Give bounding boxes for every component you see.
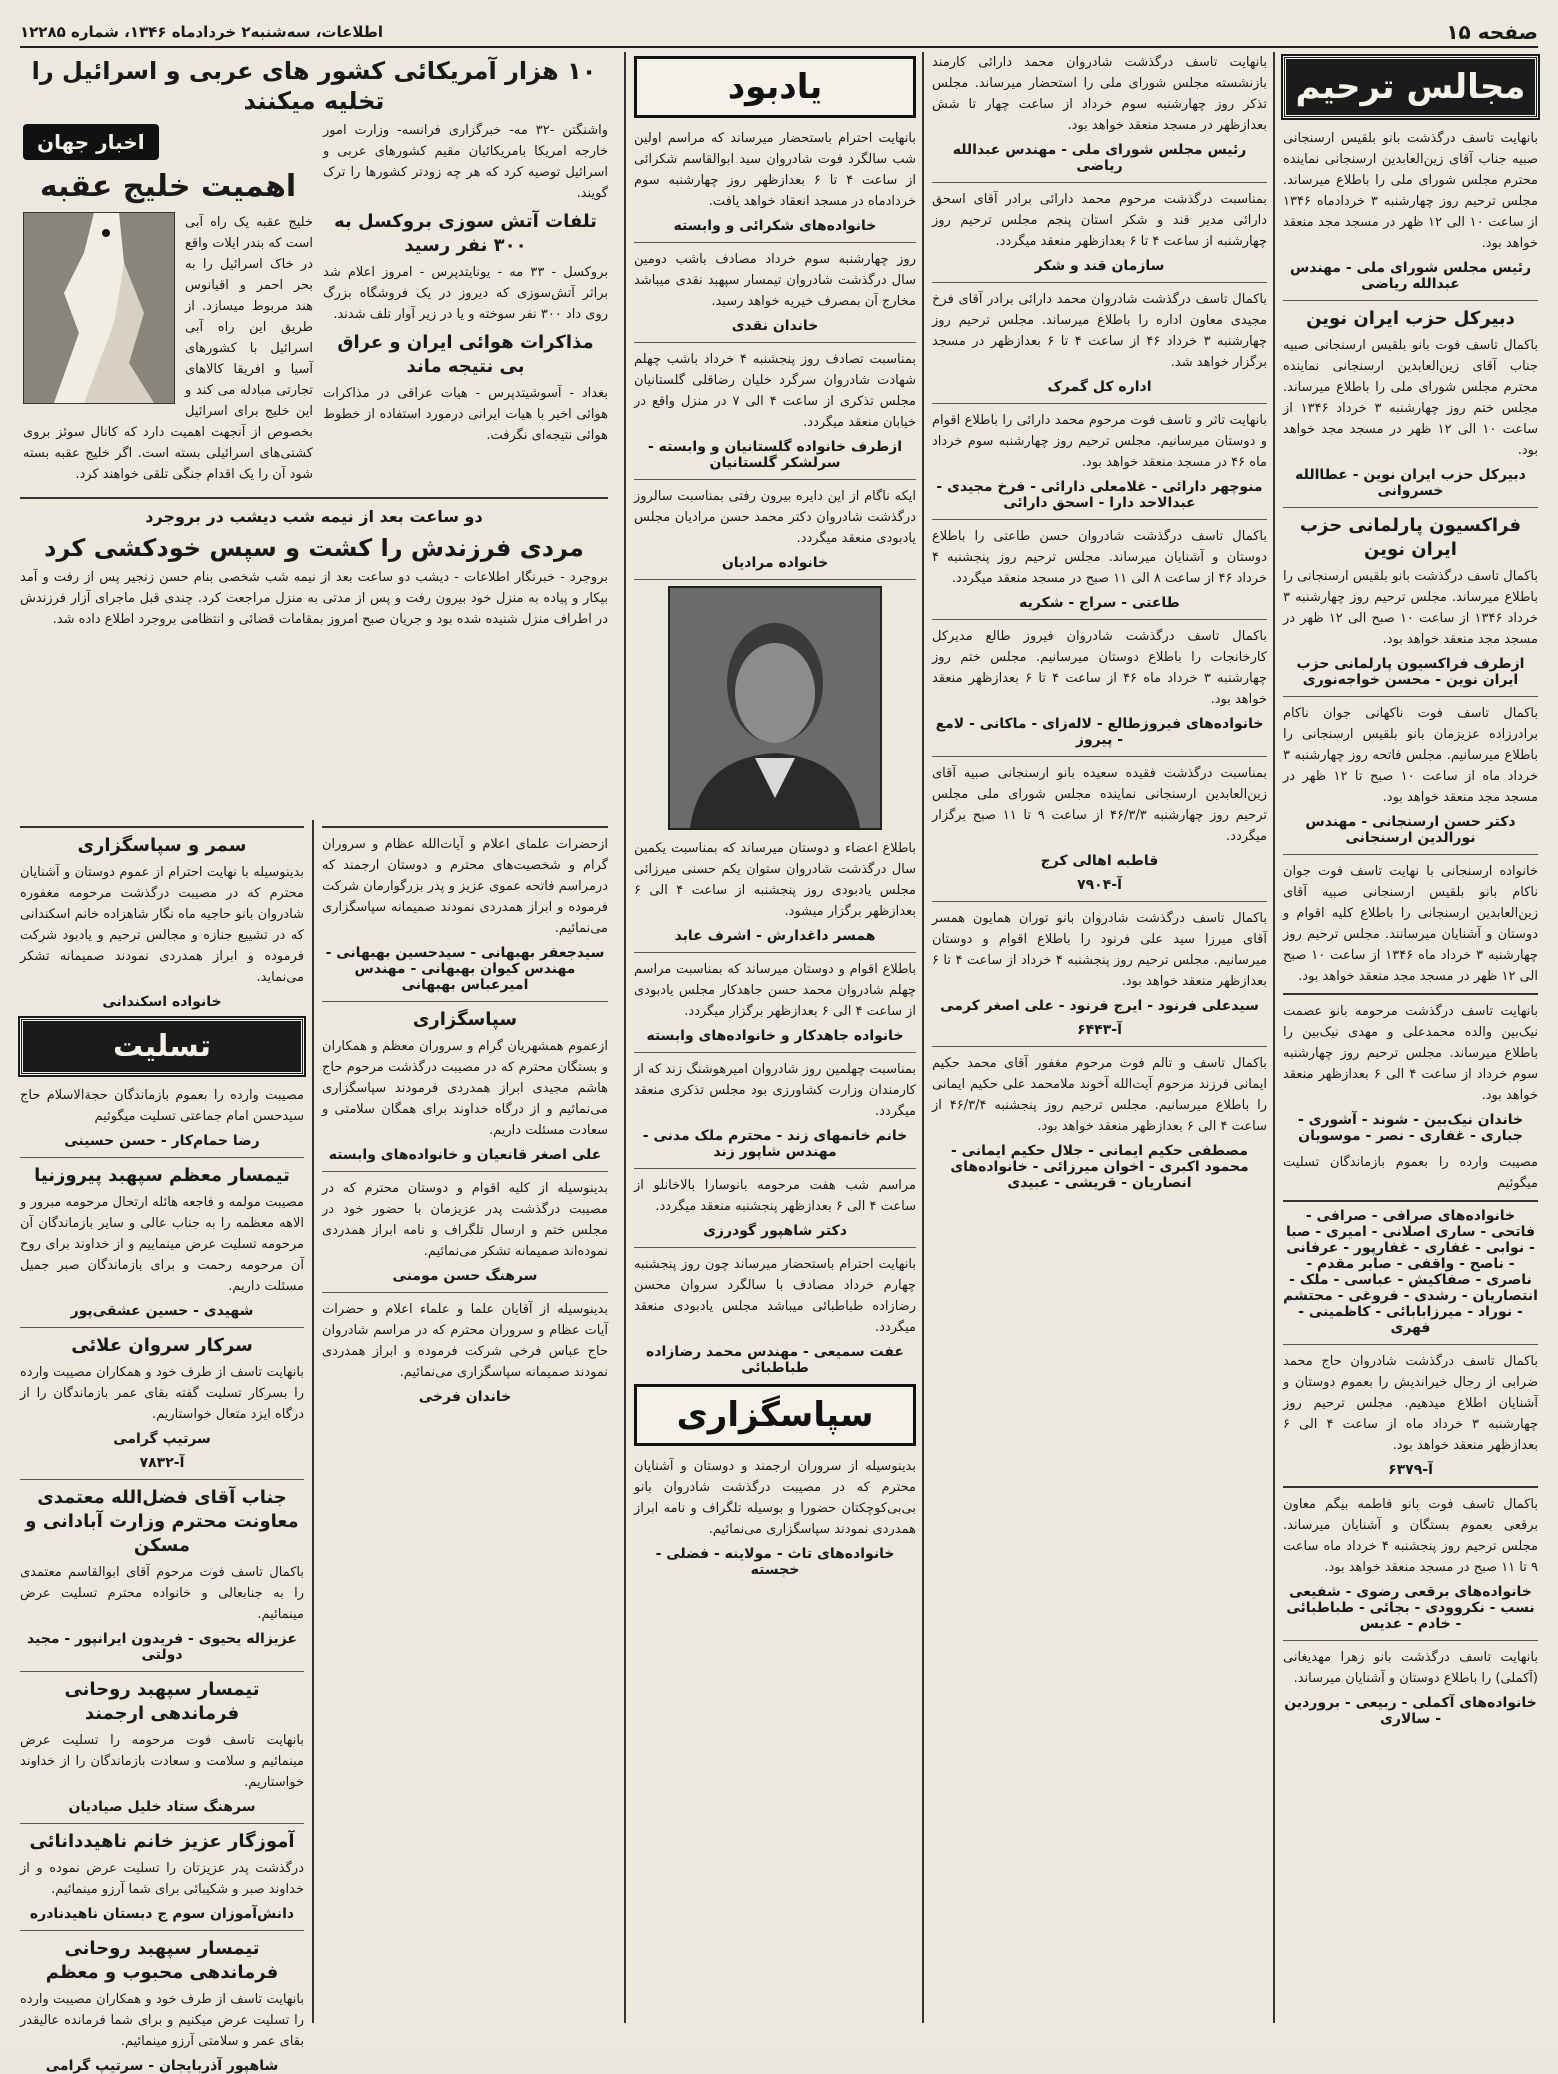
notice-signature: ازطرف خانواده گلستانیان و وابسته - سرلشکر گلستانیان [648,439,902,471]
notice-title: تیمسار سپهبد روحانی فرماندهی محبوب و معظم [45,1938,279,1983]
banner-condolence: تسلیت [20,1018,304,1075]
article-title: تلفات آتش سوزی بروکسل به ۳۰۰ نفر رسید [334,211,597,256]
notice-text: ازحضرات علمای اعلام و آیات‌الله عظام و سروران گرام و شخصیت‌های محترم و دوستان ارجمند که درمراسم فاتحه عموی عزیز و پدر بزرگوارمان شرکت فرموده و ابراز همدردی نمودند صمیمانه سپاسگزاری می‌نمائیم. [322,837,608,936]
notice-text: مراسم شب هفت مرحومه بانوسارا بالاخانلو از ساعت ۴ الی ۶ بعدازظهر پنجشنبه منعقد میگردد. [634,1178,916,1214]
notice-signature: خانواده مرادیان [721,555,829,571]
notice-text: بمناسبت چهلمین روز شادروان امیرهوشنگ زند که از کارمندان وزارت کشاورزی بود مجلس تذکری منعقد میگردد. [634,1062,916,1119]
notice-text: باطلاع اقوام و دوستان میرساند که بمناسبت مراسم چهلم شادروان محمد حسن جاهدکار مجلس یادبودی از ساعت ۴ الی ۶ بعدازظهر برگزار میگردد. [634,962,916,1019]
notice-text: بدینوسیله با نهایت احترام از عموم دوستان و آشنایان محترم که در مصیبت درگذشت مرحومه مغفوره شادروان بانو حاجیه ماه نگار شاهزاده خانم اسکندانی که در تشییع جنازه و مجالس ترحیم و یادبود شرکت فرموده و ابراز همدردی نمودند صمیمانه تشکر می‌نماید. [20,865,304,985]
lead-text: واشنگتن -۳۲ مه- خبرگزاری فرانسه- وزارت امور خارجه امریکا بامریکائیان مقیم کشورهای عربی و اسرائیل توصیه کرد که هر چه زودتر کشورها را ترک گویند. [323,123,608,201]
notice-text: بانهایت تاسف از طرف خود و همکاران مصیبت وارده را بسرکار تسلیت گفته بقای عمر بازماندگان را از درگاه ایزد متعال خواستاریم. [20,1365,304,1422]
portrait-photo [668,586,882,830]
column-right [1283,52,1538,2023]
notice-text: باکمال تاسف درگذشت شادروان حاج محمد ضرابی از رجال خیراندیش را بعموم دوستان و آشنایان اطلاع میدهیم. مجلس ترحیم روز چهارشنبه ۳ خرداد ماه از ساعت ۴ الی ۶ بعدازظهر منعقد خواهد بود. [1283,1354,1539,1453]
notice-signature: خانواده‌های آکملی - ربیعی - بروردین - سالاری [1284,1695,1537,1727]
notice-signature: منوچهر دارائی - غلامعلی دارائی - فرخ مجیدی - عبدالاحد دارا - اسحق دارائی [936,479,1263,511]
column-right-2 [932,52,1267,2023]
banner-memorials: مجالس ترحیم [1283,56,1538,118]
notice-signature: رئیس مجلس شورای ملی - مهندس عبدالله ریاضی [1289,260,1532,292]
notice-signature: خانواده جاهدکار و خانواده‌های وابسته [646,1028,904,1044]
notice-text: باکمال تاسف درگذشت بانو بلقیس ارسنجانی را باطلاع میرساند. مجلس ترحیم روز چهارشنبه ۳ خرداد ۱۳۴۶ از ساعت ۱۰ صبح الی ۱۲ ظهر در مسجد مجد منعقد خواهد بود. [1283,569,1539,647]
notice-signature: دکتر شاهپور گودرزی [703,1223,847,1239]
notice-signature: خانواده‌های صرافی - صرافی - فاتحی - ساری اصلانی - امیری - صبا - نوابی - غفاری - غفارپور - عرفانی - ناصح - واقفی - صابر مقدم - ناصری - صفاکیش - عباسی - ملک - انتصاریان - رشدی - فروغی - محتشم - نوراد - میرزابابائی - کاظمینی - فهری [1283,1208,1538,1336]
notice-text: بانهایت تاسف درگذشت بانو بلقیس ارسنجانی صبیه جناب آقای زین‌العابدین ارسنجانی نماینده محترم مجلس شورای ملی را باطلاع میرساند. مجلس ترحیم روز چهارشنبه ۳ خردادماه ۱۳۴۶ از ساعت ۱۰ الی ۱۲ ظهر در مسجد مجد منعقد خواهد بود. [1283,131,1538,251]
column-center [634,52,916,2023]
notice-text: ایکه ناگام از این دایره بیرون رفتی بمناسبت سالروز درگذشت شادروان دکتر محمد حسن مرادیان مجلس یادبودی منعقد میگردد. [634,489,916,546]
notice-signature: دبیرکل حزب ایران نوین - عطاالله خسروانی [1295,467,1526,499]
article-text: بغداد - آسوشیتدپرس - هیات عراقی در مذاکرات هوائی اخیر با هیات ایرانی درمورد استفاده از خطوط هوائی نتیجه‌ای نگرفت. [323,386,608,443]
banner-memorial: یادبود [634,56,916,118]
banner-thanks: سپاسگزاری [634,1384,916,1446]
article-text: خلیج عقبه یک راه آبی است که بندر ایلات واقع در خاک اسرائیل را به بحر احمر و اقیانوس هند مربوط میسازد. از طریق این راه آبی اسرائیل با کشورهای آسیا و افریقا کالاهای تجارتی مبادله می کند و این خلیج برای اسرائیل بخصوص از آنجهت اهمیت دارد که کانال سوئز بروی کشتی‌های اسرائیلی بسته است. اگر خلیج عقبه بسته شود آن را یک اقدام جنگی تلقی خواهند کرد. [23,215,313,482]
notice-text: مصیبت وارده را بعموم بازماندگان حجة‌الاسلام حاج سیدحسن امام جماعتی تسلیت میگوئیم [20,1088,304,1124]
notice-text: باکمال تاسف درگذشت شادروان فیروز طالع مدیرکل کارخانجات را باطلاع دوستان میرسانیم. مجلس ختم روز چهارشنبه ۳ خرداد ماه ۴۶ از ساعت ۴ تا ۶ بعدازظهر منعقد خواهد بود. [932,629,1268,707]
notice-text: باکمال تاسف فوت مرحوم آقای ابوالقاسم معتمدی را به جنابعالی و خانواده محترم تسلیت عرض مینمائیم. [20,1565,304,1622]
notice-signature: دانش‌آموزان سوم ج دبستان ناهیدنادره [29,1906,295,1922]
notice-signature: خانواده اسکندانی [102,994,222,1010]
notice-text: بمناسبت درگذشت فقیده سعیده بانو ارسنجانی صبیه آقای زین‌العابدین ارسنجانی نماینده مجلس شورای ملی مجلس ترحیم روز چهارشنبه ۴۶/۳/۳ از ساعت ۹ تا ۱۱ صبح برگزار میگردد. [932,766,1267,844]
notice-signature: سیدعلی فرنود - ایرج فرنود - علی اصغر کرمی [940,998,1259,1014]
column-thanks [322,820,608,2023]
notice-note: مصیبت وارده را بعموم بازماندگان تسلیت میگوئیم [1283,1155,1538,1191]
notice-title: تیمسار سپهبد روحانی فرماندهی ارجمند [64,1679,260,1724]
notice-text: بانهایت تاسف درگذشت شادروان محمد دارائی کارمند بازنشسته مجلس شورای ملی را استحضار میرساند. مجلس تذکر روز چهارشنبه سوم خرداد از ساعت چهار تا شش بعدازظهر در مسجد منعقد خواهد بود. [932,55,1267,133]
notice-text: باطلاع اعضاء و دوستان میرساند که بمناسبت یکمین سال درگذشت شادروان ستوان یکم حسنی میرزائی مجلس یادبودی روز پنجشنبه از ساعت ۴ الی ۶ بعدازظهر برگزار میشود. [634,841,916,919]
article-text: بروجرد - خبرنگار اطلاعات - دیشب دو ساعت بعد از نیمه شب شخصی بنام حسن زنجیر پس از رفت و آمد بیکار و پیاده به منزل خود بیرون رفت و پس از مدتی به منزل مراجعت کرد. چندی قبل ماجرای آزار فرزندش در اطراف منزل شنیده شده بود و جریان صبح امروز بمقامات قضائی و انتظامی بروجرد اطلاع داده شد. [20,570,608,627]
notice-signature: طاعتی - سراج - شکریه [1019,595,1180,611]
notice-text: بمناسبت تصادف روز پنجشنبه ۴ خرداد باشب چهلم شهادت شادروان سرگرد خلیان رضاقلی گلستانیان مجلس تذکری از ساعت ۴ الی ۷ در منزل واقع در خیابان منعقد میگردد. [634,352,916,430]
notice-text: باکمال تاسف فوت بانو فاطمه بیگم معاون برقعی بعموم بستگان و آشنایان میرساند. مجلس ترحیم روز پنجشنبه ۴ خرداد ماه ساعت ۹ تا ۱۱ صبح در مسجد منعقد خواهد بود. [1283,1497,1538,1575]
notice-signature: قاطبه اهالی کرج [1040,853,1159,869]
issue-info: اطلاعات، سه‌شنبه۲ خردادماه ۱۳۴۶، شماره ۱۲۲۸۵ [20,23,384,41]
notice-text: باکمال تاسف و تالم فوت مرحوم مغفور آقای محمد حکیم ایمانی فرزند مرحوم آیت‌الله آخوند ملامحمد علی حکیم ایمانی را باطلاع میرسانیم. مجلس ترحیم روز پنجشنبه ۴۶/۳/۴ از ساعت ۴ الی ۶ بعدازظهر منعقد خواهد بود. [932,1056,1267,1134]
notice-signature: سازمان قند و شکر [1034,258,1165,274]
notice-signature: ازطرف فراکسیون پارلمانی حزب ایران نوین - محسن خواجه‌نوری [1296,656,1525,688]
notice-title: سپاسگزاری [412,1009,518,1030]
news-logo: اخبار جهان [23,124,159,160]
notice-title: فراکسیون پارلمانی حزب ایران نوین [1299,515,1522,560]
notice-code: آ-۶۳۷۹ [1388,1462,1433,1478]
article-text: بروکسل - ۳۳ مه - یونایتدپرس - امروز اعلام شد براثر آتش‌سوزی که دیروز در یک فروشگاه بزرگ روی داد ۳۰۰ نفر سوخته و یا در زیر آوار تلف شدند. [323,265,608,322]
notice-text: بانهایت تاسف فوت مرحومه را تسلیت عرض مینمائیم و سلامت و سعادت بازماندگان را از خداوند خواستاریم. [20,1733,304,1790]
notice-text: باکمال تاسف فوت بانو بلقیس ارسنجانی صبیه جناب آقای زین‌العابدین ارسنجانی نماینده محترم مجلس شورای ملی را باطلاع میرساند. مجلس ختم روز چهارشنبه ۳ خرداد ۱۳۴۶ از ساعت ۱۰ الی ۱۲ ظهر در مسجد مجد خواهد بود. [1283,338,1538,458]
notice-text: درگذشت پدر عزیزتان را تسلیت عرض نموده و از خداوند صبر و شکیبائی برای شما آرزو مینمائیم. [20,1861,304,1897]
notice-text: خانواده ارسنجانی با نهایت تاسف فوت جوان ناکام بانو بلقیس ارسنجانی صبیه آقای زین‌العابدین ارسنجانی را باطلاع کلیه اقوام و دوستان و آشنایان میرسانند. مجلس ترحیم روز چهارشنبه ۳ خرداد ماه ۱۳۴۶ از ساعت ۱۰ صبح الی ۱۲ ظهر در مسجد مجد منعقد خواهد بود. [1283,864,1539,984]
notice-text: باکمال تاسف فوت ناکهانی جوان ناکام برادرزاده عزیزمان بانو بلقیس ارسنجانی را باطلاع میرسانیم. مجلس فاتحه روز چهارشنبه ۳ خرداد ماه از ساعت ۱۰ صبح تا ۱۲ ظهر در مسجد مجد منعقد خواهد بود. [1283,706,1538,805]
notice-text: بانهایت تاسف درگذشت مرحومه بانو عصمت نیک‌بین والده محمدعلی و مهدی نیک‌بین را باطلاع میرساند. مجلس ترحیم روز چهارشنبه سوم خرداد از ساعت ۴ الی ۶ بعدازظهر منعقد خواهد بود. [1283,1004,1538,1103]
notice-signature: خانم خانمهای زند - محترم ملک مدنی - مهندس شاپور زند [642,1128,908,1160]
notice-title: تیمسار معظم سپهبد پیروزنیا [34,1165,290,1186]
notice-signature: عفت سمیعی - مهندس محمد رضازاده طباطبائی [646,1344,904,1376]
notice-title: سرکار سروان علائی [71,1335,253,1356]
news-section [20,52,608,812]
notice-text: مصیبت مولمه و فاجعه هائله ارتحال مرحومه مبرور و الاهه معظمه را به جناب عالی و سایر بازماندگان آن مرحومه تسلیت عرض مینماییم و از خداوند برای روح آن مرحومه رحمت و برای بازماندگان صبر جمیل مسئلت داریم. [20,1195,304,1294]
notice-signature: سرتیپ گرامی [113,1431,211,1447]
notice-text: بانهایت تاسف درگذشت بانو زهرا مهدیغانی (آکملی) را باطلاع دوستان و آشنایان میرساند. [1283,1650,1538,1686]
notice-signature: اداره کل گمرک [1047,379,1152,395]
notice-signature: سرهنگ ستاد خلیل صیادیان [68,1799,256,1815]
article-title: مردی فرزندش را کشت و سپس خودکشی کرد [44,534,584,562]
notice-text: باکمال تاسف درگذشت شادروان حسن طاعتی را باطلاع دوستان و آشنایان میرساند. مجلس ترحیم روز پنجشنبه ۴ خرداد ۴۶ از ساعت ۸ الی ۱۱ صبح در مسجد منعقد میگردد. [932,529,1267,586]
notice-title: سمر و سپاسگزاری [77,835,247,856]
notice-signature: همسر داغدارش - اشرف عابد [674,928,876,944]
notice-signature: شهیدی - حسین عشقی‌پور [70,1303,254,1319]
notice-signature: شاهپور آذربایجان - سرتیپ گرامی [45,2058,279,2074]
notice-signature: خانواده‌های شکرائی و وابسته [673,218,877,234]
notice-text: ازعموم همشهریان گرام و سروران معظم و همکاران و بستگان محترم که در مصیبت درگذشت مرحوم حاج هاشم مجیدی ابراز همدردی فرمودند سپاسگزاری می‌نمائیم و از درگاه خداوند برای همگان سلامتی و سعادت مسئلت داریم. [322,1039,608,1138]
notice-code: آ-۷۹۰۴ [1077,877,1122,893]
page-number: صفحه ۱۵ [1446,20,1538,44]
notice-code: آ-۶۴۴۳ [1077,1022,1122,1038]
notice-signature: دکتر حسن ارسنجانی - مهندس نورالدین ارسنجانی [1305,814,1516,846]
article-title: اهمیت خلیج عقبه [39,169,297,204]
article-title: مذاکرات هوائی ایران و عراق بی نتیجه ماند [337,332,594,377]
article-kicker: دو ساعت بعد از نیمه شب دیشب در بروجرد [145,507,483,526]
notice-code: آ-۷۸۳۲ [139,1455,185,1471]
notice-signature: خانواده‌های فیروزطالع - لاله‌زای - ماکانی - لامع - پیروز [935,716,1264,748]
notice-title: جناب آقای فضل‌الله معتمدی معاونت محترم وزارت آبادانی و مسکن [25,1487,299,1556]
notice-title: دبیرکل حزب ایران نوین [1306,308,1515,329]
notice-text: بدینوسیله از آقایان علما و علماء اعلام و حضرات آیات عظام و سروران محترم که در مراسم شادروان حاج عباس فرخی شرکت فرموده و ابراز همدردی نمودند صمیمانه سپاسگزاری می‌نمائیم. [322,1302,608,1380]
notice-text: روز چهارشنبه سوم خرداد مصادف باشب دومین سال درگذشت شادروان تیمسار سپهبد نقدی میباشد مخارج آن بمصرف خیریه خواهد رسید. [634,252,916,309]
notice-signature: مصطفی حکیم ایمانی - جلال حکیم ایمانی - محمود اکبری - اخوان میرزائی - خانواده‌های انصاریان - قریشی - عبیدی [950,1143,1249,1191]
notice-text: بانهایت تاثر و تاسف فوت مرحوم محمد دارائی را باطلاع اقوام و دوستان میرسانیم. مجلس ترحیم روز چهارشنبه سوم خرداد ماه ۴۶ در مسجد منعقد خواهد بود. [932,413,1267,470]
notice-signature: خاندان نیک‌بین - شوند - آشوری - جباری - غفاری - نصر - موسویان [1297,1112,1524,1144]
notice-signature: سیدجعفر بهبهانی - سیدحسین بهبهانی - مهندس کیوان بهبهانی - مهندس امیرعباس بهبهانی [325,945,605,993]
notice-signature: رضا حمام‌کار - حسن حسینی [64,1133,260,1149]
notice-text: بانهایت احترام باستحضار میرساند چون روز پنجشنبه چهارم خرداد مصادف با سالگرد سروان محسن رضازاده طباطبائی میباشد مجلس یادبودی منعقد میگردد. [634,1257,916,1335]
portrait-illustration [670,588,880,828]
notice-text: بانهایت احترام باستحضار میرساند که مراسم اولین شب سالگرد فوت شادروان سید ابوالقاسم شکرائی از ساعت ۴ تا ۶ بعدازظهر روز چهارشنبه سوم خردادماه در مسجد انعقاد خواهد یافت. [634,131,917,209]
notice-text: باکمال تاسف درگذشت شادروان بانو توران همایون همسر آقای میرزا سید علی فرنود را باطلاع اقوام و دوستان میرسانیم. مجلس ترحیم روز پنجشنبه ۴ خرداد از ساعت ۴ تا ۶ بعدازظهر منعقد خواهد بود. [932,911,1268,989]
notice-signature: خانواده‌های برقعی رضوی - شفیعی نسب - نکروودی - بجائی - طباطبائی - خادم - عدیس [1286,1584,1535,1632]
notice-text: باکمال تاسف درگذشت شادروان محمد دارائی برادر آقای فرخ مجیدی معاون اداره را باطلاع میرساند. مجلس ترحیم روز چهارشنبه ۳ خرداد ۴۶ از ساعت ۴ تا ۶ بعدازظهر در مسجد برگزار خواهد شد. [932,292,1268,370]
notice-title: آموزگار عزیز خانم ناهیددانائی [29,1831,295,1852]
notice-signature: عزیزاله یحیوی - فریدون ایرانپور - مجید دولتی [26,1631,298,1663]
notice-signature: خانواده‌های تاث - مولاینه - فضلی - خجسته [655,1546,895,1578]
gulf-map-icon [24,213,174,403]
notice-signature: رئیس مجلس شورای ملی - مهندس عبدالله ریاضی [952,142,1247,174]
notice-text: بمناسبت درگذشت مرحوم محمد دارائی برادر آقای اسحق دارائی مدیر قند و شکر استان پنجم مجلس ترحیم روز چهارشنبه از ساعت ۴ تا ۶ بعدازظهر منعقد میگردد. [932,192,1267,249]
main-headline: ۱۰ هزار آمریکائی کشور های عربی و اسرائیل را تخلیه میکنند [31,57,597,115]
notice-signature: علی اصغر قانعیان و خانواده‌های وابسته [328,1147,602,1163]
map-illustration [23,212,175,404]
masthead [20,18,1538,48]
column-condolences [20,820,304,2074]
notice-signature: خاندان فرخی [418,1389,512,1405]
notice-signature: سرهنگ حسن مومنی [392,1268,538,1284]
notice-text: بدینوسیله از کلیه اقوام و دوستان محترم که در مصیبت درگذشت پدر عزیزمان با حضور خود در مجلس ختم و ارسال تلگراف و نامه ابراز همدردی نموده‌اند صمیمانه تشکر می‌نمائیم. [322,1181,608,1259]
notice-text: بدینوسیله از سروران ارجمند و دوستان و آشنایان محترم که در مصیبت درگذشت شادروان بانو بی‌بی‌کوچکتان حضورا و بوسیله تلگراف و نامه ابراز همدردی نمودند سپاسگزاری می‌نمائیم. [634,1459,916,1537]
notice-text: بانهایت تاسف از طرف خود و همکاران مصیبت وارده را تسلیت عرض میکنیم و برای شما فرمانده عالیقدر بقای عمر و سلامتی آرزو مینمائیم. [20,1992,304,2049]
notice-signature: خاندان نقدی [731,318,819,334]
